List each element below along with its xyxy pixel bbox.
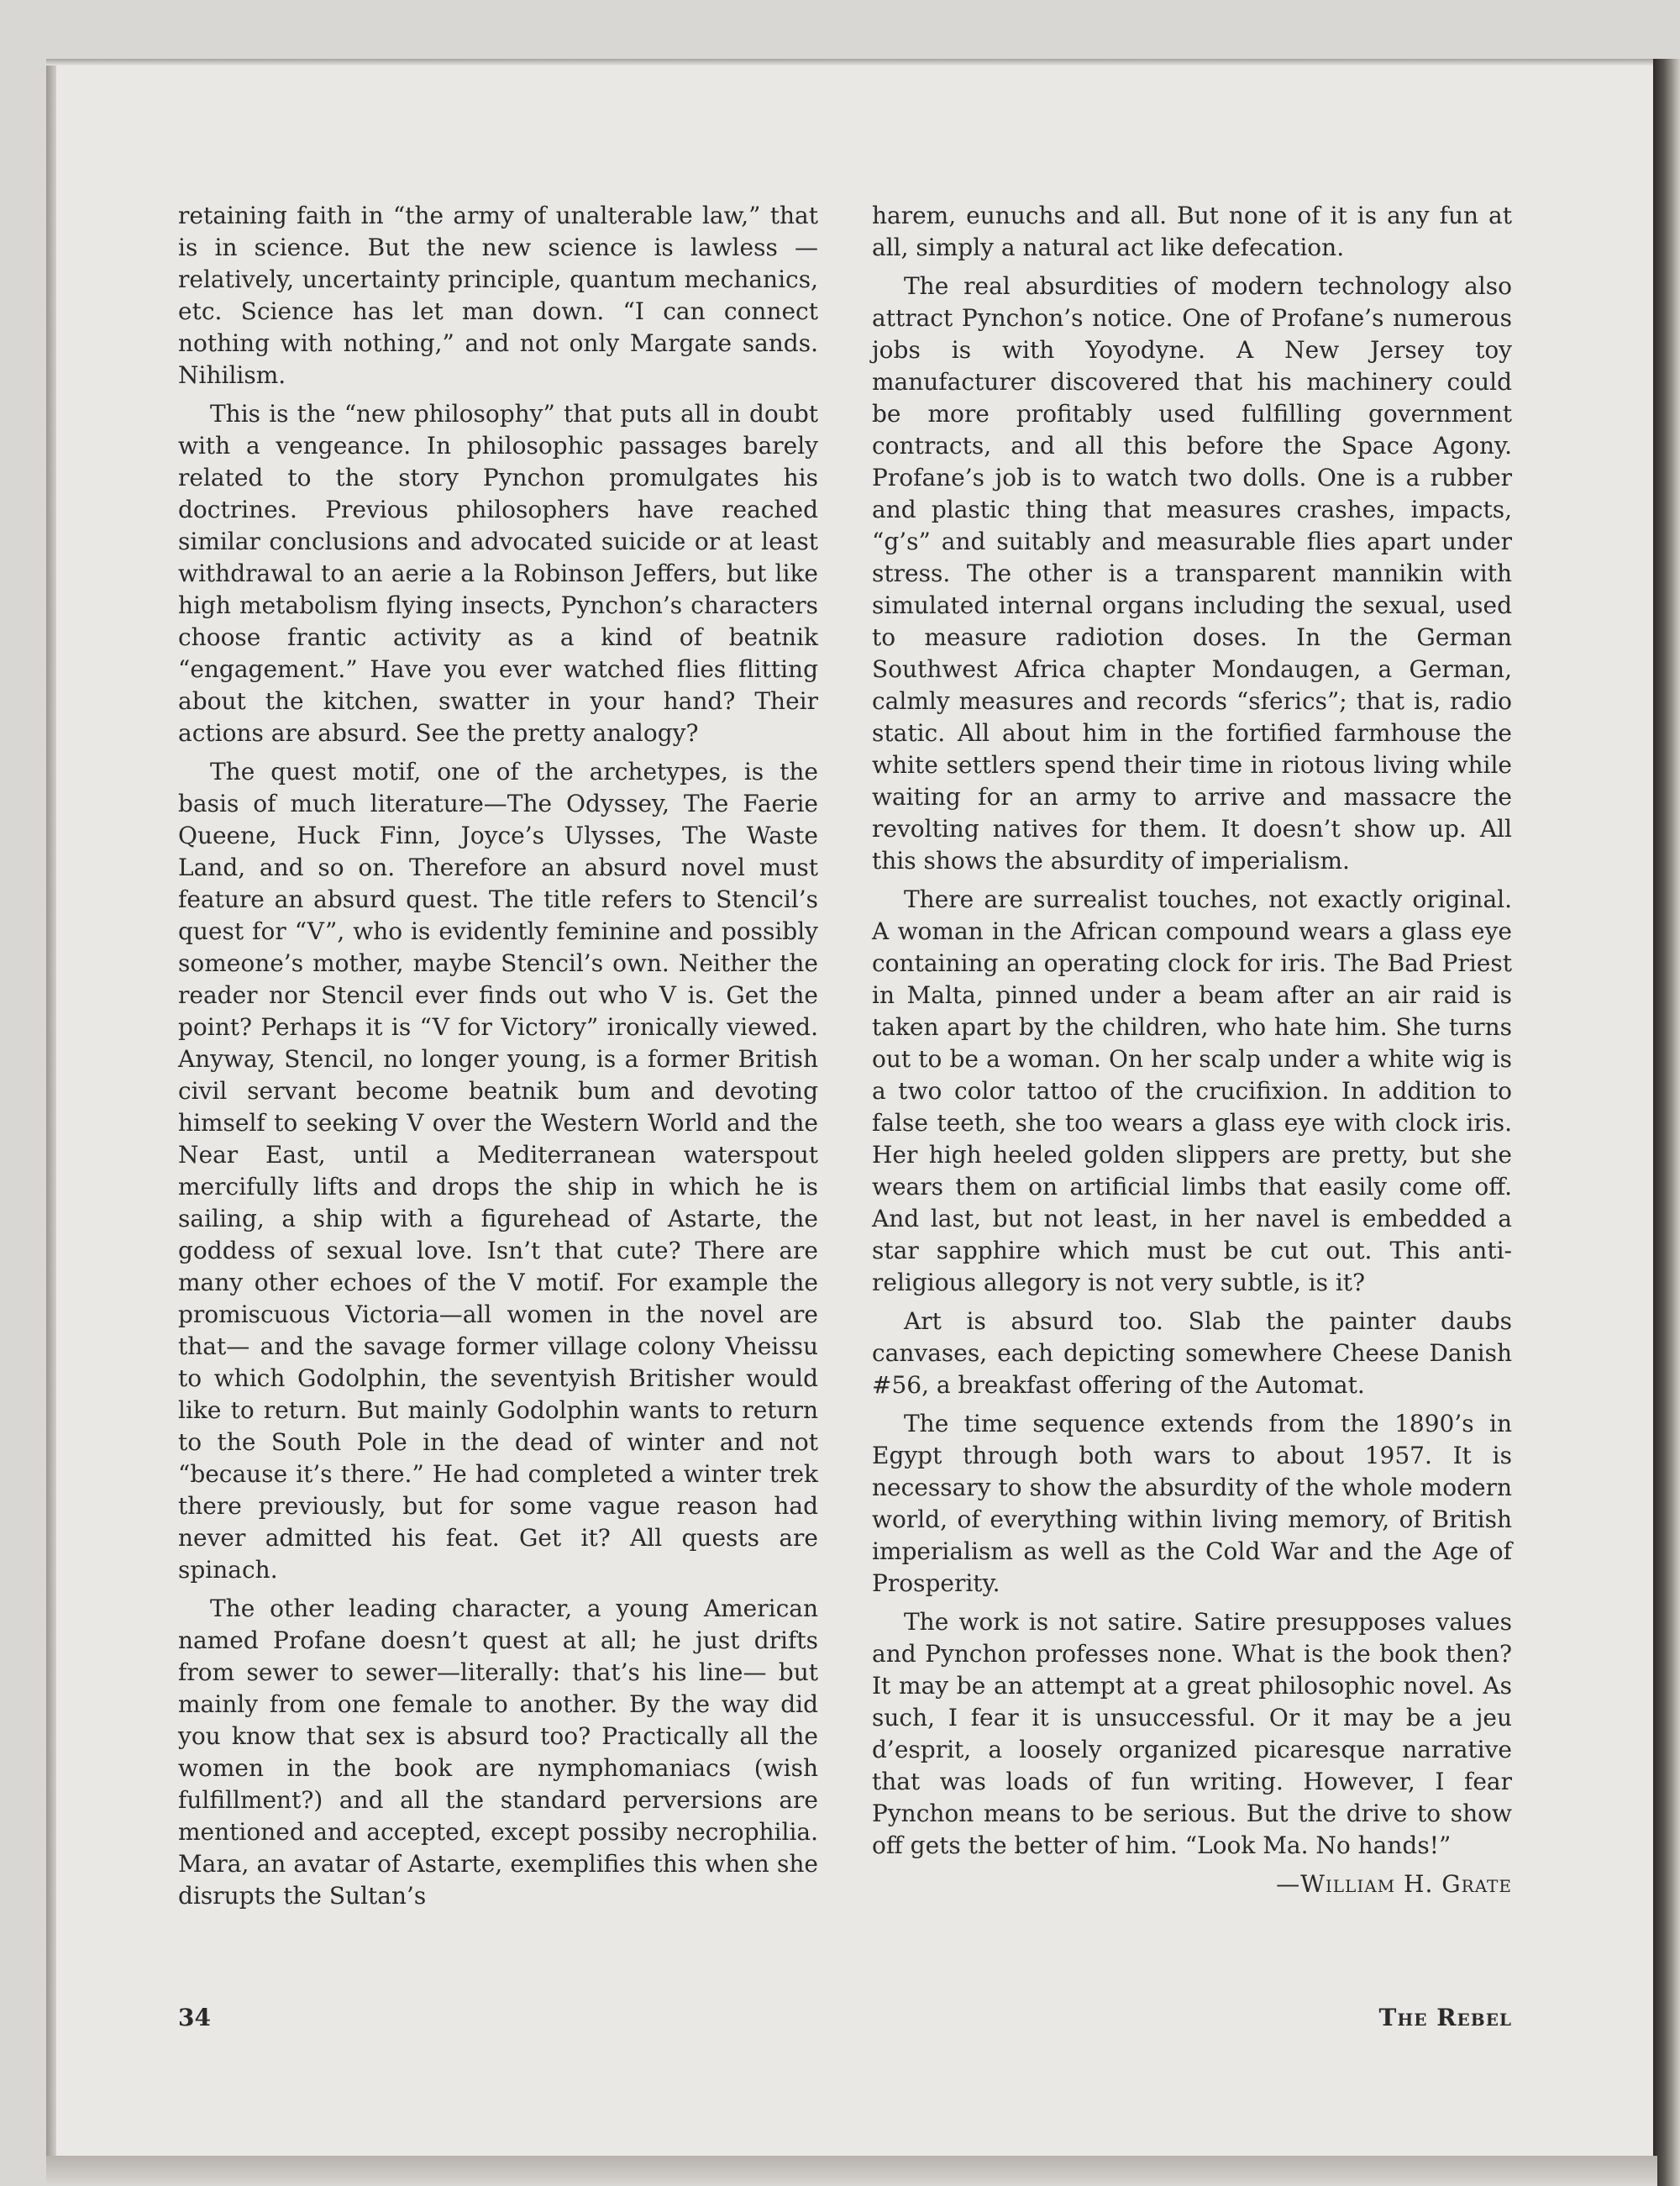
paragraph: There are surrealist touches, not exactly original. A woman in the African compound wears a glass eye containing an operating clock for iris. The Bad Priest in Malta, pinned under a beam after an air raid is taken apart by the children, who hate him. She turns out to be a woman. On her scalp under a white wig is a two color tattoo of the crucifixion. In addition to false teeth, she too wears a glass eye with clock iris. Her high heeled golden slippers are pretty, but she wears them on artificial limbs that easily come off. And last, but not least, in her navel is embedded a star sapphire which must be cut out. This anti-religious allegory is not very subtle, is it?: [872, 885, 1512, 1296]
journal-name: The Rebel: [1378, 2004, 1512, 2031]
paragraph: The time sequence extends from the 1890’s in Egypt through both wars to about 1957. It is necessary to show the absurdity of the whole modern world, of everything within living memory, of British imperialism as well as the Cold War and the Age of Prosperity.: [872, 1410, 1512, 1597]
paragraph: The quest motif, one of the archetypes, is the basis of much literature—The Odyssey, The Faerie Queene, Huck Finn, Joyce’s Ulysses, The Waste Land, and so on. Therefore an absurd novel must feature an absurd quest. The title refers to Stencil’s quest for “V”, who is evidently feminine and possibly someone’s mother, maybe Stencil’s own. Neither the reader nor Stencil ever finds out who V is. Get the point? Perhaps it is “V for Victory” ironically viewed. Anyway, Stencil, no longer young, is a former British civil servant become beatnik bum and devoting himself to seeking V over the Western World and the Near East, until a Mediterranean waterspout mercifully lifts and drops the ship in which he is sailing, a ship with a figurehead of Astarte, the goddess of sexual love. Isn’t that cute? There are many other echoes of the V motif. For example the promiscuous Victoria—all women in the novel are that— and the savage former village colony Vheissu to which Godolphin, the seventyish Britisher would like to return. But mainly Godolphin wants to return to the South Pole in the dead of winter and not “because it’s there.” He had completed a winter trek there previously, but for some vague reason had never admitted his feat. Get it? All quests are spinach.: [178, 758, 818, 1584]
paragraph: The work is not satire. Satire presupposes values and Pynchon professes none. What is the book then? It may be an attempt at a great philosophic novel. As such, I fear it is unsuccessful. Or it may be a jeu d’esprit, a loosely organized picaresque narrative that was loads of fun writing. However, I fear Pynchon means to be serious. But the drive to show off gets the better of him. “Look Ma. No hands!”: [872, 1608, 1512, 1859]
page-number: 34: [178, 2004, 211, 2031]
paragraph: The real absurdities of modern technology also attract Pynchon’s notice. One of Profane’s numerous jobs is with Yoyodyne. A New Jersey toy manufacturer discovered that his machinery could be more profitably used fulfilling government contracts, and all this before the Space Agony. Profane’s job is to watch two dolls. One is a rubber and plastic thing that measures crashes, impacts, “g’s” and suitably and measurable flies apart under stress. The other is a transparent mannikin with simulated internal organs including the sexual, used to measure radiotion doses. In the German Southwest Africa chapter Mondaugen, a German, calmly measures and records “sferics”; that is, radio static. All about him in the fortified farmhouse the white settlers spend their time in riotous living while waiting for an army to arrive and massacre the revolting natives for them. It doesn’t show up. All this shows the absurdity of imperialism.: [872, 272, 1512, 875]
right-text-column: [872, 200, 1512, 1900]
paragraph: This is the “new philosophy” that puts all in doubt with a vengeance. In philosophic passages barely related to the story Pynchon promulgates his doctrines. Previous philosophers have reached similar conclusions and advocated suicide or at least withdrawal to an aerie a la Robinson Jeffers, but like high metabolism flying insects, Pynchon’s characters choose frantic activity as a kind of beatnik “engagement.” Have you ever watched flies flitting about the kitchen, swatter in your hand? Their actions are absurd. See the pretty analogy?: [178, 400, 818, 747]
author-byline: —William H. Grate: [1276, 1870, 1512, 1898]
left-text-column: [178, 200, 818, 1919]
paragraph: retaining faith in “the army of unalterable law,” that is in science. But the new science is lawless —relatively, uncertainty principle, quantum mechanics, etc. Science has let man down. “I can connect nothing with nothing,” and not only Margate sands. Nihilism.: [178, 202, 818, 389]
page-bottom-shadow: [46, 2156, 1657, 2186]
page-top-edge: [46, 59, 1657, 66]
paragraph: harem, eunuchs and all. But none of it is any fun at all, simply a natural act like defecation.: [872, 202, 1512, 261]
paragraph: The other leading character, a young American named Profane doesn’t quest at all; he just drifts from sewer to sewer—literally: that’s his line— but mainly from one female to another. By the way did you know that sex is absurd too? Practically all the women in the book are nymphomaniacs (wish fulfillment?) and all the standard perversions are mentioned and accepted, except possiby necrophilia. Mara, an avatar of Astarte, exemplifies this when she disrupts the Sultan’s: [178, 1595, 818, 1910]
page-left-edge: [46, 59, 56, 2159]
binding-gutter: [1653, 59, 1680, 2186]
paragraph: Art is absurd too. Slab the painter daubs canvases, each depicting somewhere Cheese Danish #56, a breakfast offering of the Automat.: [872, 1307, 1512, 1399]
